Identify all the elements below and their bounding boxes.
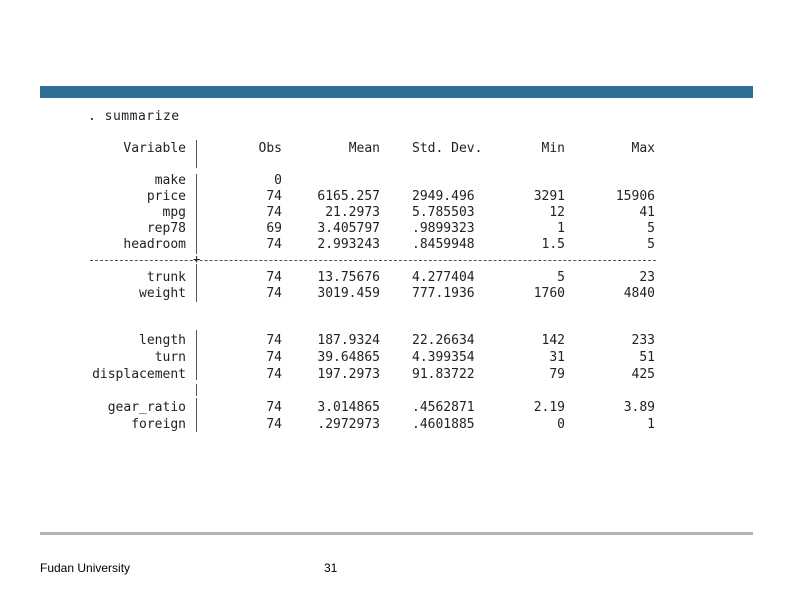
cell-max: 41 [639, 205, 655, 220]
cell-min: 2.19 [533, 400, 565, 415]
cell-variable: price [146, 189, 186, 204]
cell-max: 1 [647, 417, 655, 432]
cell-mean: 3.405797 [317, 221, 380, 236]
cell-sd: .4562871 [412, 400, 475, 415]
cell-mean: 3019.459 [317, 286, 380, 301]
cell-obs: 74 [266, 350, 282, 365]
footer-organization: Fudan University [40, 561, 131, 575]
cell-variable: make [154, 173, 186, 188]
cell-max: 425 [631, 367, 655, 382]
column-separator [196, 330, 197, 380]
cell-max: 15906 [615, 189, 655, 204]
header-mean: Mean [348, 141, 380, 156]
cell-obs: 74 [266, 400, 282, 415]
cell-max: 23 [639, 270, 655, 285]
cell-obs: 74 [266, 367, 282, 382]
header-sd: Std. Dev. [412, 141, 483, 156]
cell-mean: .2972973 [317, 417, 380, 432]
cell-obs: 74 [266, 286, 282, 301]
cell-variable: headroom [123, 237, 186, 252]
divider-line [90, 260, 656, 261]
cell-variable: displacement [92, 367, 186, 382]
cell-obs: 0 [274, 173, 282, 188]
cell-variable: rep78 [146, 221, 186, 236]
page-number: 31 [324, 561, 338, 575]
cell-max: 3.89 [623, 400, 655, 415]
cell-variable: weight [139, 286, 186, 301]
header-min: Min [541, 141, 565, 156]
divider-plus: + [193, 252, 201, 266]
command-line: . summarize [88, 109, 180, 124]
cell-min: 0 [557, 417, 565, 432]
cell-sd: 5.785503 [412, 205, 475, 220]
cell-obs: 74 [266, 205, 282, 220]
cell-min: 31 [549, 350, 565, 365]
cell-max: 233 [631, 333, 655, 348]
cell-variable: length [139, 333, 186, 348]
cell-sd: .4601885 [412, 417, 475, 432]
cell-obs: 74 [266, 237, 282, 252]
cell-min: 1760 [533, 286, 565, 301]
footer-rule [40, 532, 753, 535]
cell-variable: foreign [131, 417, 186, 432]
cell-mean: 2.993243 [317, 237, 380, 252]
cell-min: 1.5 [541, 237, 565, 252]
cell-mean: 39.64865 [317, 350, 380, 365]
column-separator [196, 398, 197, 432]
cell-max: 5 [647, 237, 655, 252]
cell-max: 5 [647, 221, 655, 236]
cell-min: 5 [557, 270, 565, 285]
cell-obs: 74 [266, 333, 282, 348]
cell-min: 12 [549, 205, 565, 220]
cell-variable: mpg [162, 205, 186, 220]
cell-sd: 4.399354 [412, 350, 475, 365]
cell-obs: 74 [266, 270, 282, 285]
cell-variable: trunk [146, 270, 186, 285]
cell-mean: 21.2973 [325, 205, 380, 220]
header-max: Max [631, 141, 655, 156]
cell-sd: .9899323 [412, 221, 475, 236]
cell-mean: 197.2973 [317, 367, 380, 382]
cell-max: 51 [639, 350, 655, 365]
cell-sd: 91.83722 [412, 367, 475, 382]
cell-mean: 13.75676 [317, 270, 380, 285]
cell-sd: 4.277404 [412, 270, 475, 285]
cell-mean: 3.014865 [317, 400, 380, 415]
cell-max: 4840 [623, 286, 655, 301]
cell-obs: 69 [266, 221, 282, 236]
cell-sd: 22.26634 [412, 333, 475, 348]
cell-min: 142 [541, 333, 565, 348]
cell-sd: .8459948 [412, 237, 475, 252]
cell-mean: 187.9324 [317, 333, 380, 348]
cell-obs: 74 [266, 189, 282, 204]
column-separator [196, 140, 197, 168]
cell-variable: turn [154, 350, 186, 365]
cell-min: 3291 [533, 189, 565, 204]
cell-mean: 6165.257 [317, 189, 380, 204]
column-separator [196, 384, 197, 396]
cell-min: 79 [549, 367, 565, 382]
cell-obs: 74 [266, 417, 282, 432]
header-obs: Obs [258, 141, 282, 156]
column-separator [196, 264, 197, 302]
cell-min: 1 [557, 221, 565, 236]
cell-sd: 2949.496 [412, 189, 475, 204]
cell-sd: 777.1936 [412, 286, 475, 301]
header-variable: Variable [123, 141, 186, 156]
column-separator [196, 174, 197, 254]
cell-variable: gear_ratio [107, 400, 186, 415]
